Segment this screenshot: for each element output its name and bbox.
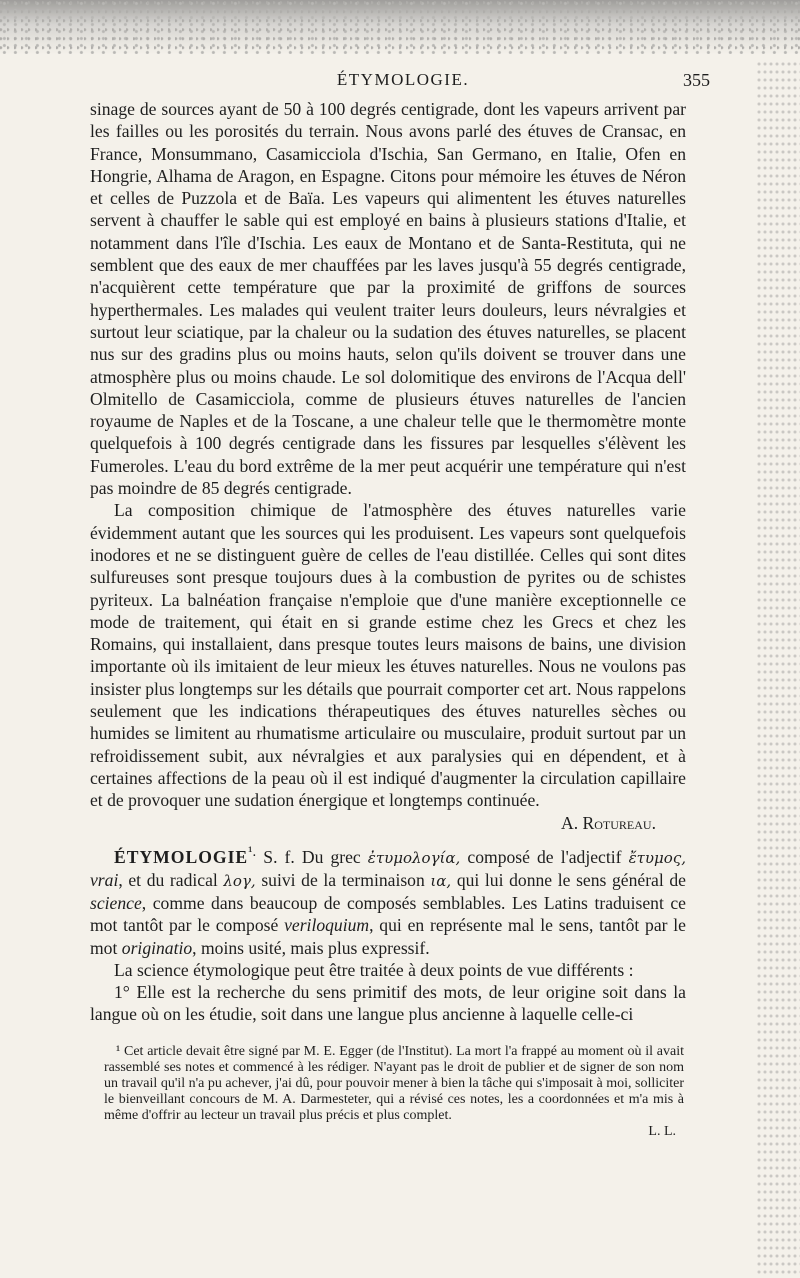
- greek-word: λογ,: [223, 871, 256, 890]
- author-signature: A. Rotureau.: [561, 812, 656, 833]
- footnote-text: ¹ Cet article devait être signé par M. E. Egger (de l'Institut). La mort l'a frappé au moment où il avait rassemblé ses notes et commencé à les rédiger. N'ayant pas le droit de publier et de signer de son nom un travail qu'il n'a pu achever, j'ai dû, pour pouvoir mener à bien la tâche qui s'imposait à moi, solliciter le bienveillant concours de M. A. Darmesteter, qui a révisé ces notes, les a coordonnées et m'a mis à même d'offrir au lecteur un travail plus précis et plus complet.: [104, 1044, 684, 1123]
- entry-text: , et du radical: [118, 869, 224, 890]
- entry-text: composé de l'adjectif: [460, 846, 629, 867]
- italic-word: vrai: [90, 869, 119, 890]
- page-header: [96, 70, 710, 96]
- entry-text: suivi de la terminaison: [255, 869, 431, 890]
- greek-word: ἔτυμος,: [628, 848, 686, 867]
- page-number: 355: [683, 70, 710, 90]
- paragraph-composition: [90, 499, 686, 833]
- scan-right-edge: [756, 60, 800, 1278]
- paragraph-continuation: sinage de sources ayant de 50 à 100 degrés centigrade, dont les vapeurs arrivent par les failles ou les porosités du terrain. Nous avons parlé des étuves de Cransac, en France, Monsummano, Casamicciola d'Ischia, San Germano, en Italie, Ofen en Hongrie, Alhama de Aragon, en Espagne. Citons pour mémoire les étuves de Néron et celles de Puzzola et de Baïa. Les vapeurs qui alimentent les étuves naturelles servent à chauffer le sable qui est employé en bains à plusieurs stations d'Italie, et notamment dans l'île d'Ischia. Les eaux de Montano et de Santa-Restituta, qui ne semblent que des eaux de mer chauffées par les laves jusqu'à 55 degrés centigrade, n'acquièrent cette température que par la proximité de griffons de sources hyperthermales. Les malades qui veulent traiter leurs douleurs, leurs névralgies et surtout leur sciatique, par la chaleur ou la sudation des étuves naturelles, se placent nus sur des gradins plus ou moins hauts, selon qu'ils doivent se trouver dans une atmosphère plus ou moins chaude. Le sol dolomitique des environs de l'Acqua dell' Olmitello de Casamicciola, comme de plusieurs étuves naturelles de l'ancien royaume de Naples et de la Toscane, a une chaleur telle que le thermomètre monte quelquefois à 100 degrés centigrade dans les fissures par lesquelles s'élèvent les Fumeroles. L'eau du bord extrême de la mer peut acquérir une température qui n'est pas moindre de 85 degrés centigrade.: [90, 99, 686, 499]
- footnote-ref: ¹.: [248, 843, 257, 860]
- article-body: [90, 98, 686, 1026]
- dictionary-entry: [90, 841, 686, 959]
- footnote-block: [104, 1044, 684, 1140]
- paragraph-composition-text: La composition chimique de l'atmosphère des étuves naturelles varie évidemment autant que les sources qui les produisent. Les vapeurs sont quelquefois inodores et ne se distinguent guère de celles de l'eau distillée. Celles qui sont dites sulfureuses sont presque toujours dues à la combustion de pyrites ou de schistes pyriteux. La balnéation française n'emploie que d'une manière exceptionnelle ce mode de traitement, qui était en si grande estime chez les Grecs et chez les Romains, qui installaient, dans presque toutes leurs maisons de bains, une division importante où ils imitaient de leur mieux les étuves naturelles. Nous ne voulons pas insister plus longtemps sur les détails que pourrait comporter cet art. Nous rappelons seulement que les indications thérapeutiques des étuves naturelles sèches ou humides se limitent au rhumatisme articulaire ou musculaire, produit surtout par un refroidissement subit, aux névralgies et aux paralysies qui en dépendent, et à certaines affections de la peau où il est indiqué d'augmenter la circulation capillaire et de provoquer une sudation énergique et longtemps continuée.: [90, 500, 686, 811]
- italic-word: veriloquium: [284, 915, 370, 936]
- scan-top-edge: [0, 0, 800, 54]
- footnote-initials: L. L.: [648, 1124, 676, 1139]
- greek-word: ια,: [430, 871, 452, 890]
- greek-word: ἐτυμολογία,: [367, 848, 461, 867]
- entry-text: , qui en représente mal le sens, tantôt par le mot: [90, 915, 686, 958]
- italic-word: science: [90, 892, 142, 913]
- entry-text: S. f. Du grec: [256, 846, 368, 867]
- running-title: ÉTYMOLOGIE.: [336, 70, 470, 89]
- entry-text: , moins usité, mais plus expressif.: [192, 937, 430, 958]
- paragraph-first-point: 1° Elle est la recherche du sens primitif des mots, de leur origine soit dans la langue où on les étudie, soit dans une langue plus ancienne à laquelle celle-ci: [90, 982, 686, 1025]
- italic-word: originatio: [121, 937, 193, 958]
- entry-text: , comme dans beaucoup de composés semblables. Les Latins traduisent ce mot tantôt par le composé: [90, 892, 686, 936]
- paragraph-points-of-view: La science étymologique peut être traitée à deux points de vue différents :: [114, 959, 634, 980]
- entry-headword: ÉTYMOLOGIE: [114, 846, 249, 867]
- entry-text: qui lui donne le sens général de: [451, 869, 686, 890]
